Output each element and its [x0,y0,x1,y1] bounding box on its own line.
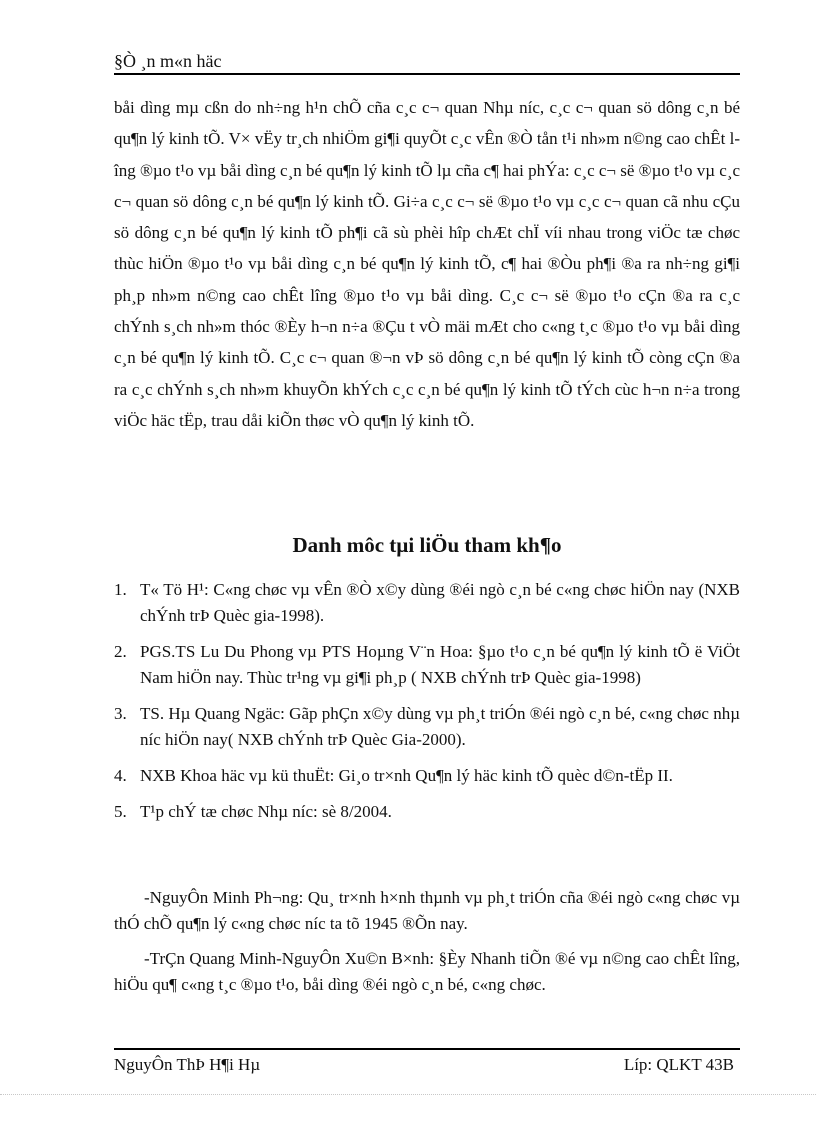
footer-class: Líp: QLKT 43B [623,1055,734,1074]
footer-author: NguyÔn ThÞ H¶i Hµ [114,1055,261,1074]
reference-number: 4. [114,766,127,785]
reference-item [114,577,740,629]
reference-number: 3. [114,704,127,723]
reference-number: 5. [114,802,127,821]
page-header: §Ò ¸n m«n häc [114,51,222,71]
extra-reference: -NguyÔn Minh Ph¬ng: Qu¸ tr×nh h×nh thµnh vµ ph¸t triÓn cña ®éi ngò c«ng chøc vµ thÓ chÕ qu¶n lý c«ng chøc níc ta tõ 1945 ®Õn nay. [114,888,740,933]
reference-text: PGS.TS Lu Du Phong vµ PTS Hoµng V¨n Hoa: §µo t¹o c¸n bé qu¶n lý kinh tÕ ë ViÖt Nam hiÖn nay. Thùc tr¹ng vµ gi¶i ph¸p ( NXB chÝnh trÞ Quèc gia-1998) [140,642,740,687]
references-title: Danh môc tµi liÖu tham kh¶o [292,533,562,557]
reference-text: NXB Khoa häc vµ kü thuËt: Gi¸o tr×nh Qu¶n lý häc kinh tÕ quèc d©n-tËp II. [140,766,673,785]
reference-item [114,639,740,691]
extra-reference: -TrÇn Quang Minh-NguyÔn Xu©n B×nh: §Èy Nhanh tiÕn ®é vµ n©ng cao chÊt lîng, hiÖu qu¶ c«ng t¸c ®µo t¹o, båi dìng ®éi ngò c¸n bé, c«ng chøc. [114,949,740,994]
reference-item [114,799,740,825]
body-paragraph: båi dìng mµ cßn do nh÷ng h¹n chÕ cña c¸c c¬ quan Nhµ níc, c¸c c¬ quan sö dông c¸n bé qu¶n lý kinh tÕ. V× vËy tr¸ch nhiÖm gi¶i quyÕt c¸c vÊn ®Ò tån t¹i nh»m n©ng cao chÊt lîng ®µo t¹o vµ båi dìng c¸n bé qu¶n lý kinh tÕ lµ cña c¶ hai phÝa: c¸c c¬ së ®µo t¹o vµ c¸c c¬ quan sö dông c¸n bé qu¶n lý kinh tÕ. Gi÷a c¸c c¬ së ®µo t¹o vµ c¸c c¬ quan cã nhu cÇu sö dông c¸n bé qu¶n lý kinh tÕ ph¶i cã sù phèi hîp chÆt chÏ víi nhau trong viÖc tæ chøc thùc hiÖn ®µo t¹o vµ båi dìng c¸n bé qu¶n lý kinh tÕ, c¶ hai ®Òu ph¶i ®a ra nh÷ng gi¶i ph¸p nh»m n©ng cao chÊt lîng ®µo t¹o vµ båi dìng. C¸c c¬ së ®µo t¹o cÇn ®a ra c¸c chÝnh s¸ch nh»m thóc ®Èy h¬n n÷a ®Çu t vÒ mäi mÆt cho c«ng t¸c ®µo t¹o vµ båi dìng c¸n bé qu¶n lý kinh tÕ. C¸c c¬ quan ®¬n vÞ sö dông c¸n bé qu¶n lý kinh tÕ còng cÇn ®a ra c¸c chÝnh s¸ch nh»m khuyÕn khÝch c¸c c¸n bé qu¶n lý kinh tÕ tÝch cùc h¬n n÷a trong viÖc häc tËp, trau dåi kiÕn thøc vÒ qu¶n lý kinh tÕ. [114,98,740,430]
reference-text: T« Tö H¹: C«ng chøc vµ vÊn ®Ò x©y dùng ®éi ngò c¸n bé c«ng chøc hiÖn nay (NXB chÝnh trÞ Quèc gia-1998). [140,580,740,625]
footer-rule [114,1048,740,1050]
reference-number: 1. [114,580,127,599]
references-list [114,577,740,835]
body-text [114,92,740,436]
reference-text: T¹p chÝ tæ chøc Nhµ níc: sè 8/2004. [140,802,392,821]
page-break-line [0,1094,816,1095]
reference-item [114,763,740,789]
reference-text: TS. Hµ Quang Ngäc: Gãp phÇn x©y dùng vµ ph¸t triÓn ®éi ngò c¸n bé, c«ng chøc nhµ níc hiÖn nay( NXB chÝnh trÞ Quèc Gia-2000). [140,704,740,749]
reference-item [114,701,740,753]
reference-number: 2. [114,642,127,661]
header-rule [114,73,740,75]
